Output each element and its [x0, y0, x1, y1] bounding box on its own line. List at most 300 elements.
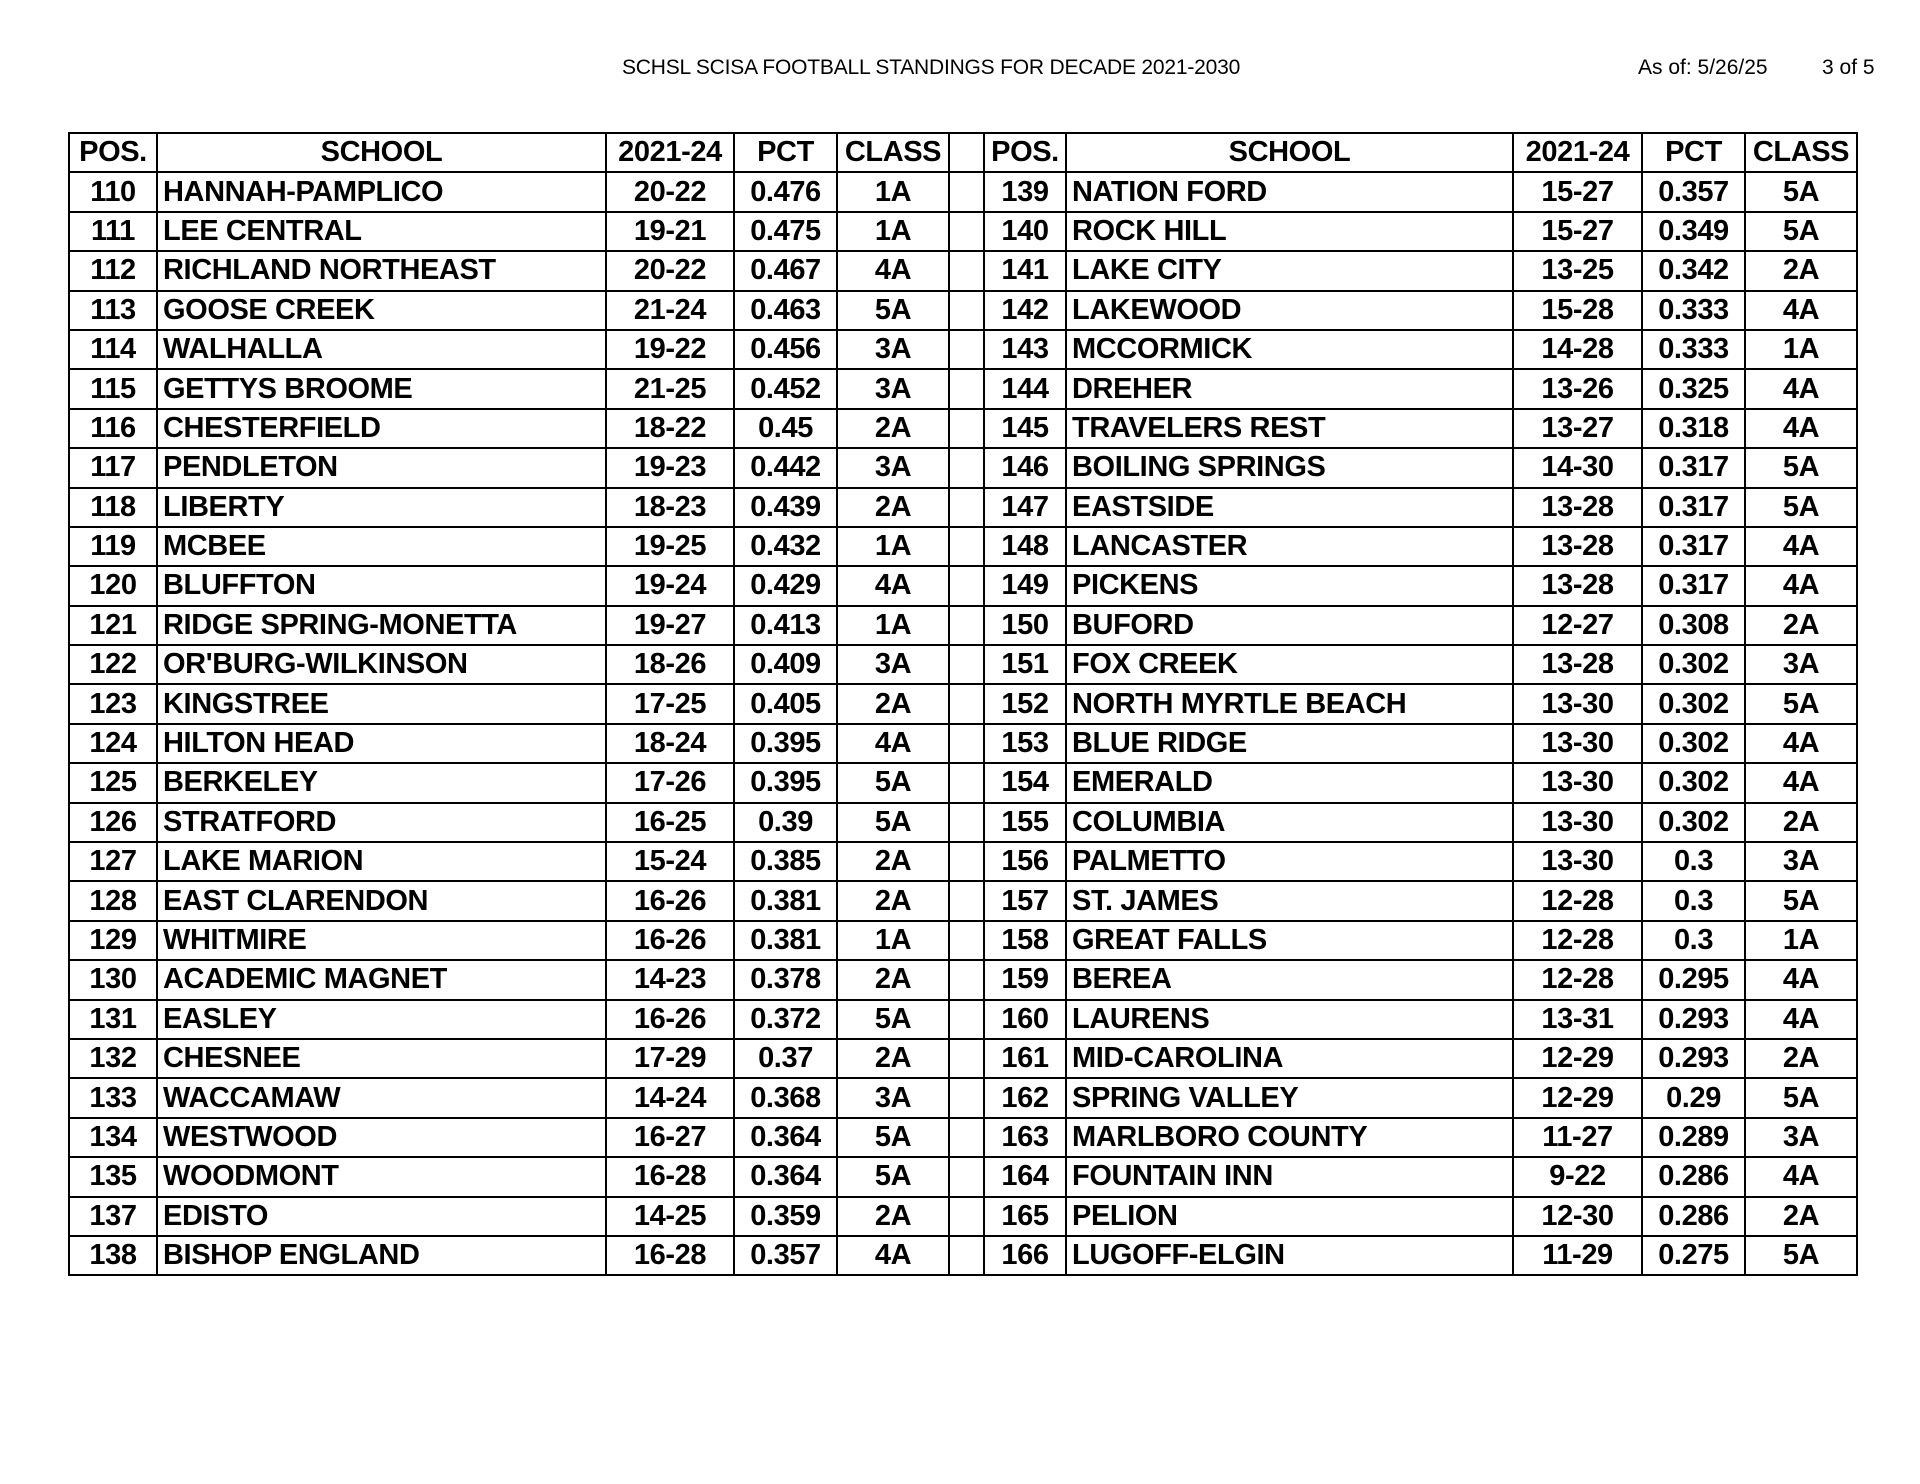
left-pct-cell: 0.405 [734, 684, 837, 723]
left-class-cell: 3A [837, 448, 949, 487]
left-pct-cell: 0.395 [734, 763, 837, 802]
right-pos-cell: 165 [984, 1197, 1066, 1236]
left-record-cell: 16-28 [606, 1236, 734, 1275]
table-row [69, 645, 1857, 684]
column-header-school: SCHOOL [1066, 133, 1513, 172]
left-record-cell: 14-23 [606, 960, 734, 999]
left-school-cell: BERKELEY [157, 763, 606, 802]
column-header-pos: POS. [69, 133, 157, 172]
left-class-cell: 2A [837, 842, 949, 881]
right-record-cell: 13-30 [1513, 842, 1642, 881]
right-school-cell: BEREA [1066, 960, 1513, 999]
column-gap [949, 606, 984, 645]
left-record-cell: 18-26 [606, 645, 734, 684]
left-pct-cell: 0.364 [734, 1118, 837, 1157]
page-number: 3 of 5 [1822, 56, 1875, 79]
right-class-cell: 2A [1745, 251, 1857, 290]
left-school-cell: KINGSTREE [157, 684, 606, 723]
right-pos-cell: 159 [984, 960, 1066, 999]
left-school-cell: LAKE MARION [157, 842, 606, 881]
left-school-cell: WACCAMAW [157, 1078, 606, 1117]
left-record-cell: 19-23 [606, 448, 734, 487]
left-pos-cell: 128 [69, 881, 157, 920]
right-pct-cell: 0.317 [1642, 566, 1745, 605]
column-gap [949, 645, 984, 684]
left-pos-cell: 124 [69, 724, 157, 763]
right-school-cell: LAKEWOOD [1066, 291, 1513, 330]
right-pos-cell: 158 [984, 921, 1066, 960]
left-record-cell: 19-27 [606, 606, 734, 645]
table-row [69, 566, 1857, 605]
left-school-cell: GOOSE CREEK [157, 291, 606, 330]
right-pos-cell: 160 [984, 1000, 1066, 1039]
column-gap [949, 133, 984, 172]
left-record-cell: 19-24 [606, 566, 734, 605]
left-pos-cell: 117 [69, 448, 157, 487]
right-pct-cell: 0.357 [1642, 172, 1745, 211]
right-pct-cell: 0.333 [1642, 330, 1745, 369]
left-pct-cell: 0.359 [734, 1197, 837, 1236]
left-record-cell: 17-29 [606, 1039, 734, 1078]
left-school-cell: STRATFORD [157, 803, 606, 842]
right-pos-cell: 139 [984, 172, 1066, 211]
right-pct-cell: 0.317 [1642, 488, 1745, 527]
right-pct-cell: 0.275 [1642, 1236, 1745, 1275]
left-pos-cell: 138 [69, 1236, 157, 1275]
right-school-cell: GREAT FALLS [1066, 921, 1513, 960]
right-class-cell: 4A [1745, 291, 1857, 330]
left-pct-cell: 0.385 [734, 842, 837, 881]
left-pos-cell: 133 [69, 1078, 157, 1117]
table-row [69, 1118, 1857, 1157]
header-row [69, 133, 1857, 172]
table-row [69, 960, 1857, 999]
right-school-cell: PICKENS [1066, 566, 1513, 605]
left-school-cell: WHITMIRE [157, 921, 606, 960]
left-pct-cell: 0.37 [734, 1039, 837, 1078]
column-gap [949, 724, 984, 763]
right-pos-cell: 155 [984, 803, 1066, 842]
right-record-cell: 13-28 [1513, 488, 1642, 527]
left-school-cell: WOODMONT [157, 1157, 606, 1196]
left-record-cell: 14-24 [606, 1078, 734, 1117]
right-class-cell: 2A [1745, 1197, 1857, 1236]
right-record-cell: 13-25 [1513, 251, 1642, 290]
left-class-cell: 1A [837, 212, 949, 251]
left-school-cell: WESTWOOD [157, 1118, 606, 1157]
right-school-cell: FOX CREEK [1066, 645, 1513, 684]
left-pct-cell: 0.475 [734, 212, 837, 251]
right-school-cell: ST. JAMES [1066, 881, 1513, 920]
left-class-cell: 4A [837, 1236, 949, 1275]
column-gap [949, 291, 984, 330]
column-gap [949, 1197, 984, 1236]
right-school-cell: BLUE RIDGE [1066, 724, 1513, 763]
right-record-cell: 14-28 [1513, 330, 1642, 369]
table-row [69, 488, 1857, 527]
right-pos-cell: 166 [984, 1236, 1066, 1275]
column-header-pos: POS. [984, 133, 1066, 172]
right-school-cell: TRAVELERS REST [1066, 409, 1513, 448]
right-pct-cell: 0.302 [1642, 724, 1745, 763]
right-pct-cell: 0.286 [1642, 1197, 1745, 1236]
table-row [69, 1157, 1857, 1196]
page-title: SCHSL SCISA FOOTBALL STANDINGS FOR DECADE 2021-2030 [622, 56, 1241, 79]
right-pct-cell: 0.286 [1642, 1157, 1745, 1196]
right-pos-cell: 151 [984, 645, 1066, 684]
right-class-cell: 4A [1745, 369, 1857, 408]
right-record-cell: 13-27 [1513, 409, 1642, 448]
right-pct-cell: 0.3 [1642, 881, 1745, 920]
left-record-cell: 19-25 [606, 527, 734, 566]
left-record-cell: 18-24 [606, 724, 734, 763]
column-gap [949, 763, 984, 802]
right-pos-cell: 152 [984, 684, 1066, 723]
right-class-cell: 5A [1745, 448, 1857, 487]
right-pos-cell: 163 [984, 1118, 1066, 1157]
right-pos-cell: 142 [984, 291, 1066, 330]
right-record-cell: 13-30 [1513, 684, 1642, 723]
right-pct-cell: 0.293 [1642, 1039, 1745, 1078]
right-school-cell: MID-CAROLINA [1066, 1039, 1513, 1078]
left-record-cell: 16-25 [606, 803, 734, 842]
table-row [69, 1236, 1857, 1275]
column-gap [949, 251, 984, 290]
left-record-cell: 17-26 [606, 763, 734, 802]
right-school-cell: ROCK HILL [1066, 212, 1513, 251]
right-school-cell: PELION [1066, 1197, 1513, 1236]
right-school-cell: COLUMBIA [1066, 803, 1513, 842]
left-school-cell: PENDLETON [157, 448, 606, 487]
right-pct-cell: 0.317 [1642, 527, 1745, 566]
left-pos-cell: 116 [69, 409, 157, 448]
left-pct-cell: 0.381 [734, 881, 837, 920]
right-record-cell: 15-27 [1513, 172, 1642, 211]
column-gap [949, 369, 984, 408]
left-record-cell: 16-26 [606, 921, 734, 960]
right-record-cell: 13-31 [1513, 1000, 1642, 1039]
right-pos-cell: 140 [984, 212, 1066, 251]
right-school-cell: BOILING SPRINGS [1066, 448, 1513, 487]
left-school-cell: EAST CLARENDON [157, 881, 606, 920]
left-class-cell: 5A [837, 1157, 949, 1196]
column-gap [949, 488, 984, 527]
left-school-cell: LIBERTY [157, 488, 606, 527]
right-class-cell: 5A [1745, 1236, 1857, 1275]
right-pos-cell: 157 [984, 881, 1066, 920]
right-pos-cell: 150 [984, 606, 1066, 645]
right-class-cell: 3A [1745, 645, 1857, 684]
left-record-cell: 18-23 [606, 488, 734, 527]
right-pct-cell: 0.3 [1642, 921, 1745, 960]
right-record-cell: 13-30 [1513, 724, 1642, 763]
column-gap [949, 212, 984, 251]
right-record-cell: 13-26 [1513, 369, 1642, 408]
left-pct-cell: 0.381 [734, 921, 837, 960]
left-pct-cell: 0.452 [734, 369, 837, 408]
right-class-cell: 4A [1745, 1000, 1857, 1039]
right-pct-cell: 0.295 [1642, 960, 1745, 999]
left-pos-cell: 134 [69, 1118, 157, 1157]
right-record-cell: 15-27 [1513, 212, 1642, 251]
left-record-cell: 21-25 [606, 369, 734, 408]
right-record-cell: 12-29 [1513, 1078, 1642, 1117]
right-school-cell: LAURENS [1066, 1000, 1513, 1039]
left-school-cell: ACADEMIC MAGNET [157, 960, 606, 999]
left-pos-cell: 110 [69, 172, 157, 211]
left-school-cell: MCBEE [157, 527, 606, 566]
column-header-record: 2021-24 [606, 133, 734, 172]
table-row [69, 409, 1857, 448]
table-row [69, 803, 1857, 842]
right-class-cell: 5A [1745, 488, 1857, 527]
right-record-cell: 12-27 [1513, 606, 1642, 645]
left-pos-cell: 115 [69, 369, 157, 408]
left-pos-cell: 132 [69, 1039, 157, 1078]
left-class-cell: 2A [837, 409, 949, 448]
column-gap [949, 527, 984, 566]
right-class-cell: 4A [1745, 763, 1857, 802]
table-row [69, 1197, 1857, 1236]
table-row [69, 527, 1857, 566]
left-record-cell: 16-28 [606, 1157, 734, 1196]
left-class-cell: 2A [837, 488, 949, 527]
left-pct-cell: 0.368 [734, 1078, 837, 1117]
left-pos-cell: 114 [69, 330, 157, 369]
left-pct-cell: 0.463 [734, 291, 837, 330]
left-pct-cell: 0.364 [734, 1157, 837, 1196]
right-record-cell: 13-28 [1513, 527, 1642, 566]
left-class-cell: 1A [837, 921, 949, 960]
right-pos-cell: 154 [984, 763, 1066, 802]
left-school-cell: BLUFFTON [157, 566, 606, 605]
right-class-cell: 4A [1745, 527, 1857, 566]
left-pos-cell: 135 [69, 1157, 157, 1196]
column-header-class: CLASS [837, 133, 949, 172]
standings-table [68, 132, 1858, 1276]
column-gap [949, 1236, 984, 1275]
left-class-cell: 5A [837, 763, 949, 802]
right-pos-cell: 149 [984, 566, 1066, 605]
right-class-cell: 5A [1745, 212, 1857, 251]
left-school-cell: LEE CENTRAL [157, 212, 606, 251]
table-row [69, 251, 1857, 290]
left-class-cell: 5A [837, 803, 949, 842]
column-gap [949, 1000, 984, 1039]
right-pos-cell: 156 [984, 842, 1066, 881]
right-school-cell: MARLBORO COUNTY [1066, 1118, 1513, 1157]
right-class-cell: 2A [1745, 1039, 1857, 1078]
column-gap [949, 684, 984, 723]
left-class-cell: 2A [837, 881, 949, 920]
left-pct-cell: 0.372 [734, 1000, 837, 1039]
right-record-cell: 12-29 [1513, 1039, 1642, 1078]
left-school-cell: CHESNEE [157, 1039, 606, 1078]
right-school-cell: SPRING VALLEY [1066, 1078, 1513, 1117]
left-pos-cell: 131 [69, 1000, 157, 1039]
right-school-cell: EASTSIDE [1066, 488, 1513, 527]
column-header-pct: PCT [1642, 133, 1745, 172]
left-school-cell: GETTYS BROOME [157, 369, 606, 408]
left-record-cell: 16-26 [606, 881, 734, 920]
left-pct-cell: 0.439 [734, 488, 837, 527]
left-class-cell: 4A [837, 724, 949, 763]
right-pos-cell: 148 [984, 527, 1066, 566]
left-pos-cell: 122 [69, 645, 157, 684]
table-row [69, 881, 1857, 920]
left-school-cell: HILTON HEAD [157, 724, 606, 763]
right-class-cell: 4A [1745, 724, 1857, 763]
column-gap [949, 172, 984, 211]
left-class-cell: 2A [837, 684, 949, 723]
left-school-cell: OR'BURG-WILKINSON [157, 645, 606, 684]
table-body [69, 172, 1857, 1275]
left-record-cell: 20-22 [606, 251, 734, 290]
right-school-cell: MCCORMICK [1066, 330, 1513, 369]
left-class-cell: 5A [837, 1118, 949, 1157]
table-row [69, 1078, 1857, 1117]
right-pct-cell: 0.289 [1642, 1118, 1745, 1157]
left-record-cell: 21-24 [606, 291, 734, 330]
column-gap [949, 842, 984, 881]
right-school-cell: LANCASTER [1066, 527, 1513, 566]
left-record-cell: 19-21 [606, 212, 734, 251]
column-gap [949, 921, 984, 960]
left-pos-cell: 113 [69, 291, 157, 330]
left-school-cell: CHESTERFIELD [157, 409, 606, 448]
left-class-cell: 3A [837, 1078, 949, 1117]
table-row [69, 763, 1857, 802]
left-school-cell: EASLEY [157, 1000, 606, 1039]
right-record-cell: 12-28 [1513, 960, 1642, 999]
column-gap [949, 960, 984, 999]
column-gap [949, 1157, 984, 1196]
right-class-cell: 5A [1745, 881, 1857, 920]
table-row [69, 212, 1857, 251]
as-of-date: As of: 5/26/25 [1638, 56, 1768, 79]
right-school-cell: FOUNTAIN INN [1066, 1157, 1513, 1196]
left-pos-cell: 120 [69, 566, 157, 605]
left-pct-cell: 0.395 [734, 724, 837, 763]
left-record-cell: 16-27 [606, 1118, 734, 1157]
left-pct-cell: 0.357 [734, 1236, 837, 1275]
left-class-cell: 3A [837, 330, 949, 369]
right-class-cell: 1A [1745, 921, 1857, 960]
right-record-cell: 13-30 [1513, 763, 1642, 802]
left-pct-cell: 0.476 [734, 172, 837, 211]
left-class-cell: 2A [837, 1197, 949, 1236]
right-pos-cell: 141 [984, 251, 1066, 290]
left-record-cell: 16-26 [606, 1000, 734, 1039]
left-class-cell: 2A [837, 960, 949, 999]
left-school-cell: RICHLAND NORTHEAST [157, 251, 606, 290]
column-header-record: 2021-24 [1513, 133, 1642, 172]
left-pct-cell: 0.45 [734, 409, 837, 448]
right-school-cell: NORTH MYRTLE BEACH [1066, 684, 1513, 723]
right-pos-cell: 147 [984, 488, 1066, 527]
right-school-cell: NATION FORD [1066, 172, 1513, 211]
column-gap [949, 1078, 984, 1117]
left-class-cell: 3A [837, 369, 949, 408]
right-pos-cell: 146 [984, 448, 1066, 487]
left-pos-cell: 112 [69, 251, 157, 290]
left-pos-cell: 137 [69, 1197, 157, 1236]
left-pos-cell: 126 [69, 803, 157, 842]
table-row [69, 172, 1857, 211]
table-row [69, 1000, 1857, 1039]
right-pos-cell: 162 [984, 1078, 1066, 1117]
right-pct-cell: 0.342 [1642, 251, 1745, 290]
left-pct-cell: 0.39 [734, 803, 837, 842]
left-pct-cell: 0.378 [734, 960, 837, 999]
left-pct-cell: 0.432 [734, 527, 837, 566]
table-row [69, 291, 1857, 330]
right-record-cell: 12-28 [1513, 921, 1642, 960]
left-class-cell: 3A [837, 645, 949, 684]
left-pos-cell: 125 [69, 763, 157, 802]
table-row [69, 369, 1857, 408]
right-pct-cell: 0.3 [1642, 842, 1745, 881]
right-school-cell: DREHER [1066, 369, 1513, 408]
column-gap [949, 409, 984, 448]
right-pos-cell: 145 [984, 409, 1066, 448]
left-class-cell: 5A [837, 291, 949, 330]
right-school-cell: LAKE CITY [1066, 251, 1513, 290]
right-class-cell: 5A [1745, 684, 1857, 723]
right-class-cell: 4A [1745, 960, 1857, 999]
left-record-cell: 14-25 [606, 1197, 734, 1236]
right-record-cell: 13-28 [1513, 645, 1642, 684]
left-class-cell: 4A [837, 566, 949, 605]
column-header-pct: PCT [734, 133, 837, 172]
right-school-cell: PALMETTO [1066, 842, 1513, 881]
right-record-cell: 13-30 [1513, 803, 1642, 842]
column-gap [949, 1118, 984, 1157]
left-class-cell: 1A [837, 606, 949, 645]
right-record-cell: 11-27 [1513, 1118, 1642, 1157]
left-record-cell: 20-22 [606, 172, 734, 211]
right-pct-cell: 0.302 [1642, 763, 1745, 802]
table-row [69, 330, 1857, 369]
right-record-cell: 15-28 [1513, 291, 1642, 330]
left-class-cell: 5A [837, 1000, 949, 1039]
right-record-cell: 9-22 [1513, 1157, 1642, 1196]
left-record-cell: 17-25 [606, 684, 734, 723]
right-class-cell: 3A [1745, 842, 1857, 881]
left-pos-cell: 119 [69, 527, 157, 566]
right-pct-cell: 0.302 [1642, 803, 1745, 842]
right-class-cell: 3A [1745, 1118, 1857, 1157]
right-pos-cell: 161 [984, 1039, 1066, 1078]
left-pos-cell: 127 [69, 842, 157, 881]
left-pos-cell: 123 [69, 684, 157, 723]
right-school-cell: EMERALD [1066, 763, 1513, 802]
right-pos-cell: 153 [984, 724, 1066, 763]
column-gap [949, 803, 984, 842]
column-header-class: CLASS [1745, 133, 1857, 172]
right-pct-cell: 0.318 [1642, 409, 1745, 448]
left-pos-cell: 111 [69, 212, 157, 251]
left-pos-cell: 121 [69, 606, 157, 645]
left-record-cell: 15-24 [606, 842, 734, 881]
right-class-cell: 4A [1745, 1157, 1857, 1196]
table-row [69, 606, 1857, 645]
right-record-cell: 12-28 [1513, 881, 1642, 920]
column-gap [949, 1039, 984, 1078]
column-gap [949, 566, 984, 605]
table-row [69, 1039, 1857, 1078]
right-school-cell: LUGOFF-ELGIN [1066, 1236, 1513, 1275]
